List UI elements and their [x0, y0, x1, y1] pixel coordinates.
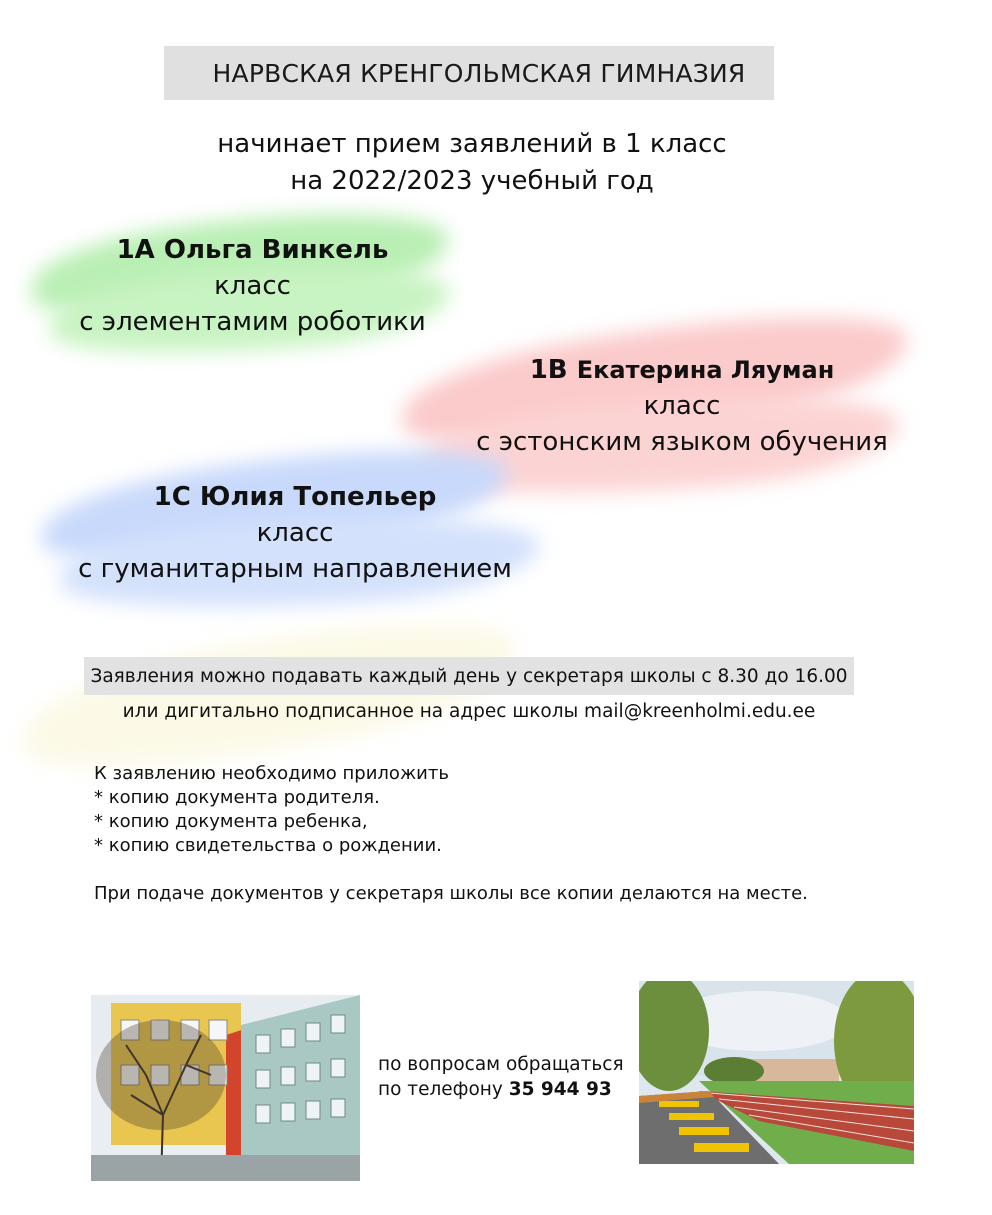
contact-line-1: по вопросам обращаться: [378, 1054, 624, 1075]
class-1b-block: [468, 352, 896, 460]
class-1a-title: 1А Ольга Винкель: [116, 235, 389, 265]
class-1c-direction: с гуманитарным направлением: [78, 554, 512, 584]
class-1b-title: [468, 352, 896, 388]
documents-heading: К заявлению необходимо приложить: [94, 763, 449, 784]
class-1b-direction: с эстонским языком обучения: [476, 427, 888, 457]
class-1b-teacher: Екатерина Ляуман: [576, 356, 835, 384]
class-1b-word: класс: [643, 391, 721, 421]
document-item: * копию документа ребенка,: [94, 811, 368, 832]
class-1c-block: [60, 479, 530, 587]
contact-phone-label: по телефону: [378, 1079, 509, 1100]
document-item: * копию свидетельства о рождении.: [94, 835, 442, 856]
document-item: * копию документа родителя.: [94, 787, 380, 808]
school-title: НАРВСКАЯ КРЕНГОЛЬМСКАЯ ГИМНАЗИЯ: [212, 58, 746, 88]
intro-text: [160, 126, 784, 200]
contact-line-2: [378, 1077, 624, 1102]
contact-info: [378, 1052, 624, 1102]
class-1c-title: 1С Юлия Топельер: [153, 482, 437, 512]
class-1a-direction: с элементамим роботики: [79, 307, 426, 337]
school-title-bar: [164, 46, 774, 100]
application-hours-text: Заявления можно подавать каждый день у секретаря школы с 8.30 до 16.00: [90, 665, 848, 687]
copies-note: При подаче документов у секретаря школы все копии делаются на месте.: [94, 883, 808, 904]
school-building-photo: [91, 995, 360, 1181]
stadium-photo: [639, 981, 914, 1164]
class-1a-word: класс: [214, 271, 291, 301]
class-1c-word: класс: [256, 518, 334, 548]
intro-line-2: на 2022/2023 учебный год: [290, 166, 654, 196]
class-1b-code: 1В: [529, 355, 568, 385]
class-1a-block: [60, 232, 445, 340]
intro-line-1: начинает прием заявлений в 1 класс: [217, 129, 727, 159]
application-hours-bar: [84, 657, 854, 695]
contact-phone-number: 35 944 93: [508, 1079, 612, 1100]
digital-application-text: или дигитально подписанное на адрес школы mail@kreenholmi.edu.ee: [122, 701, 816, 722]
required-documents: [94, 762, 449, 858]
